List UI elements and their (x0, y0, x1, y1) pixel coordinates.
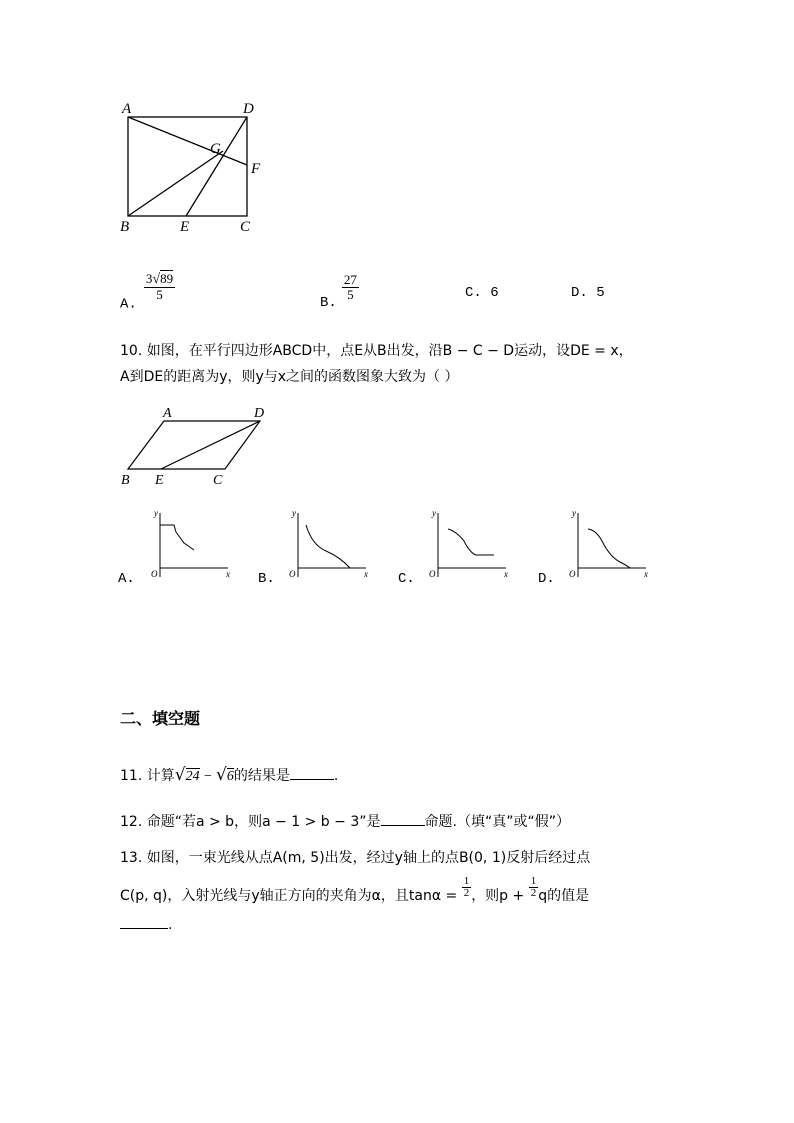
label-e: E (180, 219, 190, 235)
rectangle-abcd (128, 117, 247, 216)
segment-af (128, 117, 247, 165)
q9-option-b[interactable] (320, 273, 359, 311)
q11-line: 11. 计算√24 − √6的结果是 . (120, 765, 339, 785)
denominator: 5 (347, 287, 354, 302)
question-number: 10. (120, 343, 143, 359)
y-label: y (292, 508, 296, 518)
option-value: 5 (596, 285, 605, 301)
curve (306, 525, 350, 568)
q12-text: 12. 命题“若a > b，则a − 1 > b − 3”是 (120, 814, 381, 830)
x-label: x (504, 569, 508, 579)
curve (160, 525, 194, 550)
label-b: B (120, 219, 130, 235)
radicand-1: 24 (185, 769, 200, 784)
x-label: x (364, 569, 368, 579)
segment-de (161, 421, 260, 469)
question-text: 如图，在平行四边形ABCD中，点E从B出发，沿B − C − D运动，设DE = x， (146, 343, 633, 359)
q9-rectangle-figure (110, 95, 280, 240)
q12-suffix: 命题.（填“真”或“假”） (424, 814, 570, 830)
q13-line-1 (120, 847, 590, 867)
label-a: A (122, 101, 132, 117)
label-a: A (163, 406, 172, 421)
option-letter: B. (320, 295, 337, 311)
option-letter: B. (258, 571, 275, 587)
denominator: 2 (463, 887, 470, 899)
q13-line-3 (120, 916, 172, 933)
q10-line-1 (120, 340, 633, 360)
q9-option-c[interactable] (465, 285, 499, 301)
q12-line (120, 811, 570, 831)
option-letter: D. (538, 571, 555, 587)
minus-sign: − (199, 769, 217, 784)
label-f: F (251, 161, 261, 177)
y-label: y (572, 508, 576, 518)
q13-line-2 (120, 876, 589, 905)
question-text-2: A到DE的距离为y，则y与x之间的函数图象大致为（ ） (120, 369, 459, 385)
label-g: G (210, 141, 221, 157)
curve (448, 529, 494, 555)
curve (588, 529, 630, 568)
option-letter: A. (120, 296, 137, 313)
denominator: 5 (156, 287, 163, 302)
option-letter: A. (118, 571, 135, 587)
x-label: x (644, 569, 648, 579)
graph-a (148, 505, 238, 585)
option-letter: C. (465, 285, 482, 301)
option-value: 6 (490, 285, 499, 301)
numerator: 27 (343, 272, 357, 287)
y-label: y (154, 508, 158, 518)
q13-text-2a: C(p, q)，入射光线与y轴正方向的夹角为α，且tanα = (120, 888, 462, 904)
answer-blank[interactable] (381, 813, 425, 826)
period: . (333, 768, 339, 784)
option-b-fraction (342, 273, 359, 302)
coef-fraction (529, 876, 539, 899)
q9-option-d[interactable] (571, 285, 605, 301)
graph-c (426, 505, 516, 585)
q10-line-2 (120, 366, 459, 386)
answer-blank[interactable] (290, 767, 334, 780)
numerator: 1 (530, 875, 537, 887)
origin-label: O (569, 569, 576, 579)
origin-label: O (151, 569, 158, 579)
segment-ed (186, 117, 247, 216)
segment-bg (128, 151, 223, 216)
parallelogram-abcd (128, 421, 260, 469)
section-title: 二、填空题 (120, 709, 201, 728)
origin-label: O (289, 569, 296, 579)
label-d: D (243, 101, 254, 117)
q11-prefix: 11. 计算 (120, 768, 175, 784)
q13-text-2c: q的值是 (538, 888, 590, 904)
graph-b (286, 505, 376, 585)
numerator: 1 (463, 875, 470, 887)
coefficient: 3 (145, 271, 153, 286)
label-b: B (121, 473, 130, 488)
option-a-fraction: $\frac{3√89}{5}$ (145, 271, 174, 302)
q10-parallelogram-figure (115, 402, 280, 490)
x-label: x (226, 569, 230, 579)
q13-text-1: 13. 如图，一束光线从点A(m, 5)出发，经过y轴上的点B(0, 1)反射后经过点 (120, 850, 591, 866)
label-c: C (213, 473, 223, 488)
tan-fraction (462, 876, 472, 899)
q11-suffix: 的结果是 (233, 768, 290, 784)
option-letter: D. (571, 285, 588, 301)
graph-d (566, 505, 656, 585)
period: . (168, 917, 173, 933)
option-letter: C. (398, 571, 415, 587)
label-c: C (240, 219, 251, 235)
answer-blank[interactable] (120, 916, 168, 929)
denominator: 2 (530, 887, 537, 899)
radicand: 89 (160, 271, 174, 286)
label-d: D (254, 406, 265, 421)
radicand-2: 6 (226, 769, 234, 784)
label-e: E (155, 473, 164, 488)
q13-text-2b: ，则p + (471, 888, 529, 904)
origin-label: O (429, 569, 436, 579)
y-label: y (432, 508, 436, 518)
q9-option-a[interactable] (120, 272, 175, 313)
